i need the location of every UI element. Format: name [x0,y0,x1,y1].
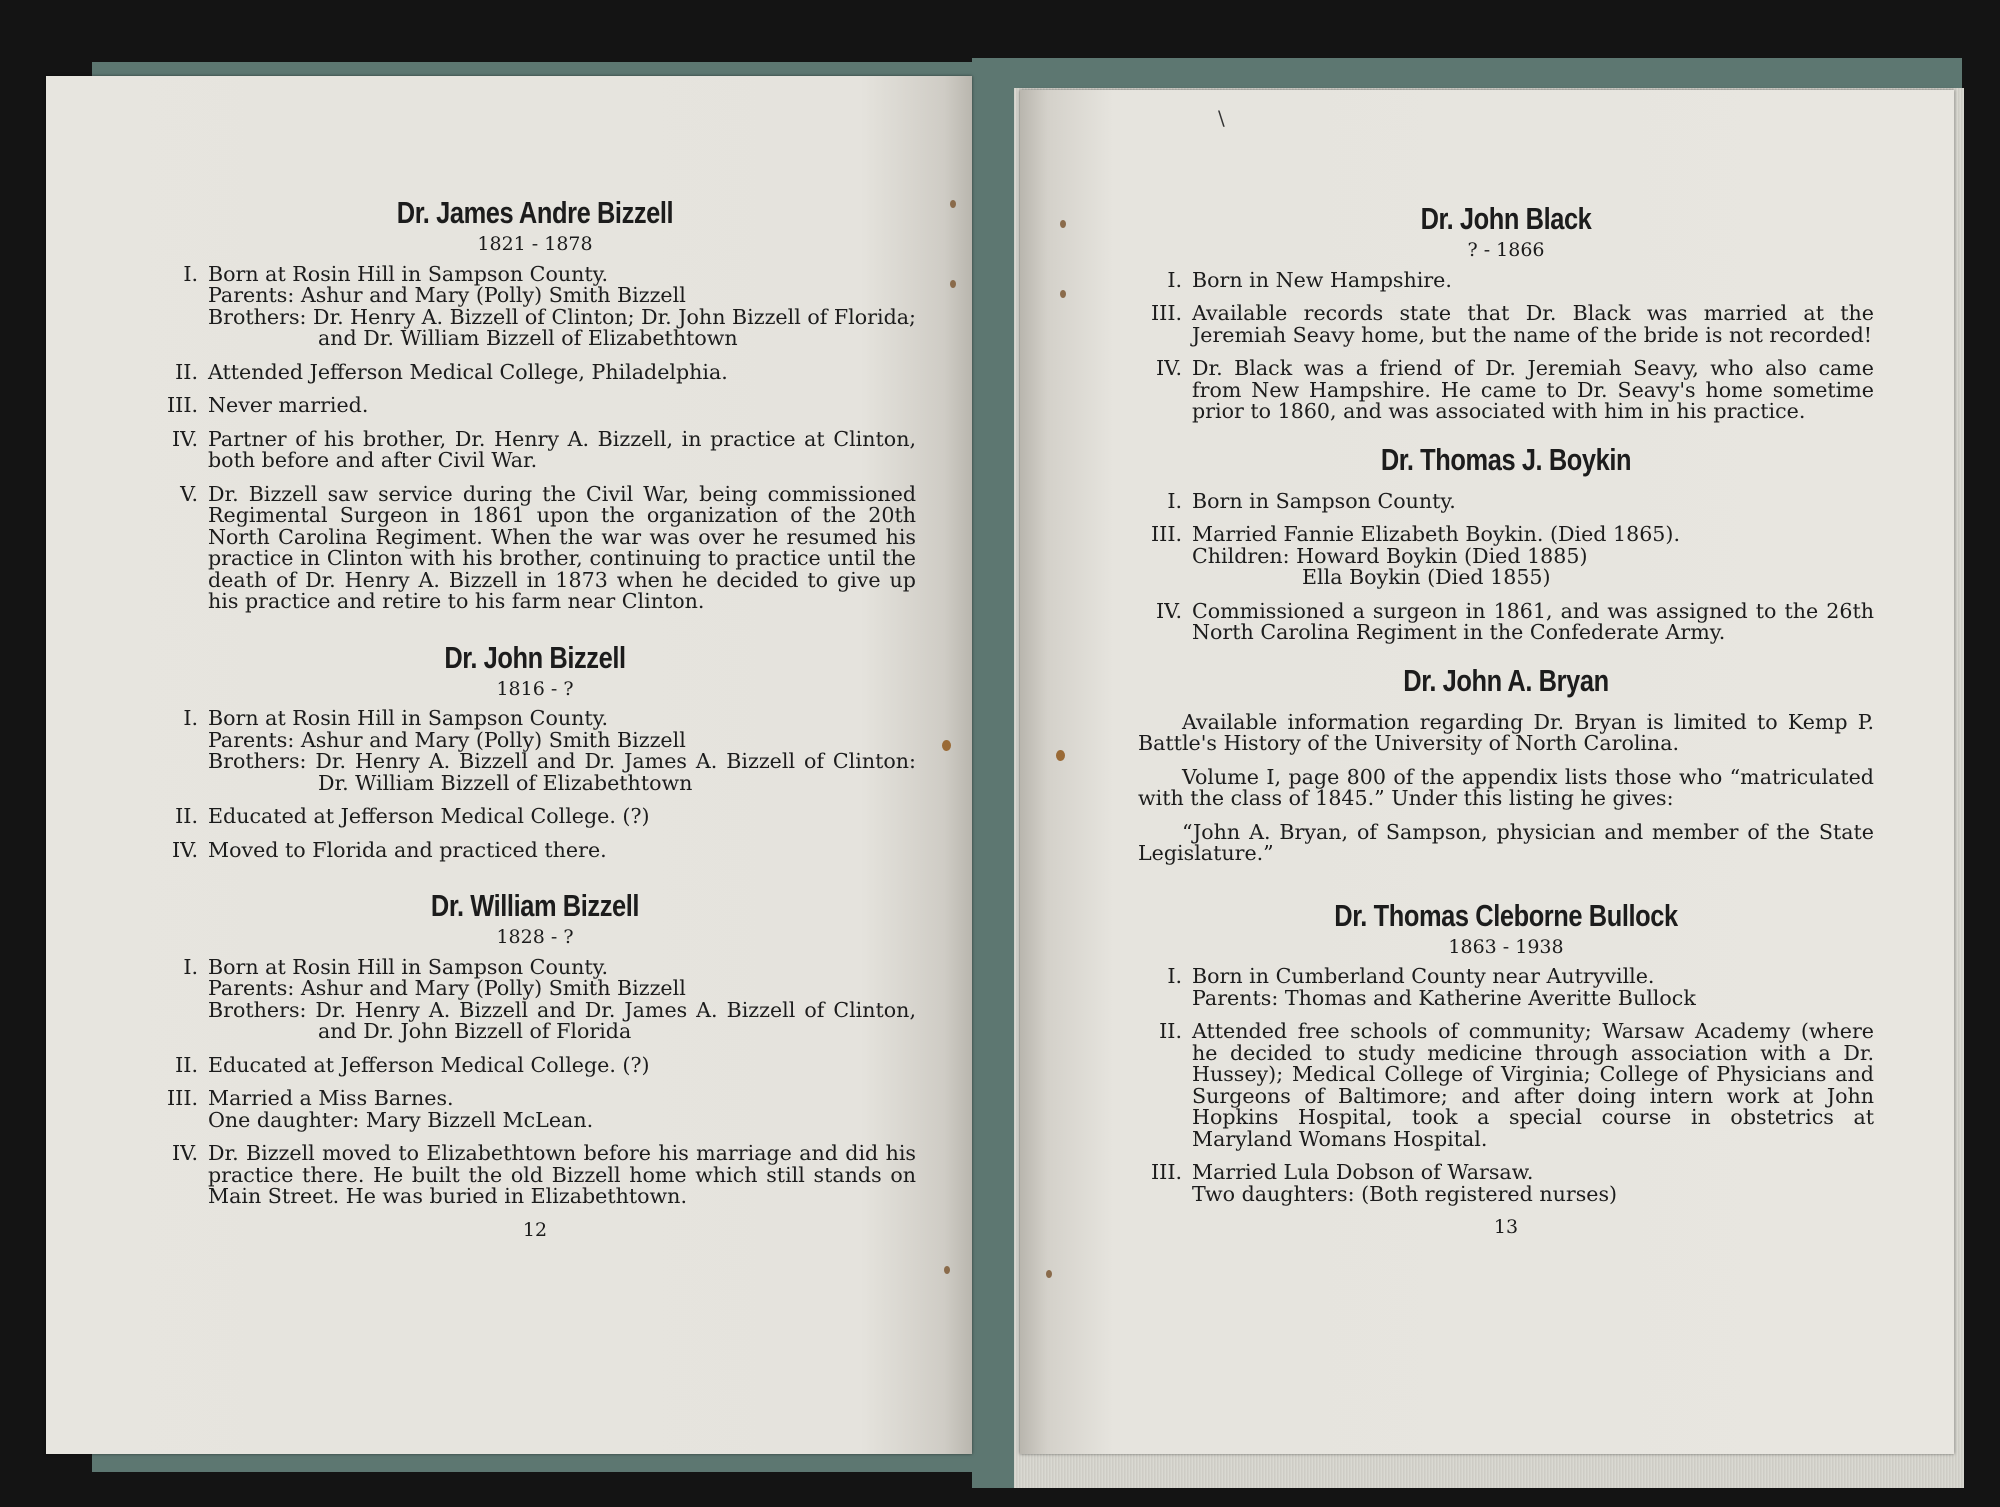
staple-hole [950,200,956,208]
entry-heading: Dr. Thomas J. Boykin [1380,441,1632,477]
staple-hole [1056,750,1065,761]
staple-hole [950,280,956,288]
staple-hole [944,1266,950,1274]
list-item: III. Never married. [167,393,369,417]
page-number: 13 [1493,1216,1519,1238]
left-page [46,76,972,1454]
list-item: I. Born in Cumberland County near Autryville. Parents: Thomas and Katherine Averitte Bullock [1167,964,1696,1010]
list-item: IV. Partner of his brother, Dr. Henry A. Bizzell, in practice at Clinton, both before and after Civil War. [172,426,916,472]
entry-heading: Dr. James Andre Bizzell [396,195,674,230]
list-item: IV. Dr. Black was a friend of Dr. Jeremiah Seavy, who also came from New Hampshire. He came to Dr. Seavy's home sometime prior to 1860, and was associated with him in his practice. [1156,356,1874,423]
list-item: IV. Commissioned a surgeon in 1861, and was assigned to the 26th North Carolina Regiment in the Confederate Army. [1156,598,1874,644]
stray-mark: \ [1218,106,1225,130]
staple-hole [1046,1270,1052,1278]
entry-heading: Dr. John Black [1420,201,1592,236]
entry-dates: ? - 1866 [1467,239,1545,261]
list-item: III. Married Lula Dobson of Warsaw. Two daughters: (Both registered nurses) [1151,1160,1618,1206]
list-item: V. Dr. Bizzell saw service during the Civil War, being commissioned Regimental Surgeon in 1861 upon the organization of the 20th North Carolina Regiment. When the war was over he resumed his practice in Clinton with his brother, continuing to practice until the death of Dr. Henry A. Bizzell in 1873 when he decided to give up his practice and retire to his farm near Clinton. [180,481,916,613]
entry-heading: Dr. John A. Bryan [1403,662,1609,698]
list-item: IV. Moved to Florida and practiced there. [172,837,607,862]
paragraph: Volume I, page 800 of the appendix lists those who “matriculated with the class of 1845.” Under this listing he gives: [1138,764,1874,810]
list-item: I. Born at Rosin Hill in Sampson County. Parents: Ashur and Mary (Polly) Smith Bizzell Brothers: Dr. Henry A. Bizzell and Dr. James A. Bizzell of Clinton: Dr. William Bizzell of Elizabethtown [183,706,916,795]
entry-heading: Dr. Thomas Cleborne Bullock [1334,897,1678,933]
entry-dates: 1816 - ? [496,677,574,700]
list-item: II. Educated at Jefferson Medical College. (?) [175,1052,650,1077]
list-item: I. Born at Rosin Hill in Sampson County. Parents: Ashur and Mary (Polly) Smith Bizzell Brothers: Dr. Henry A. Bizzell and Dr. James A. Bizzell of Clinton, and Dr. John Bizzell of Florida [183,954,916,1043]
right-page [1020,90,1954,1454]
list-item: I. Born at Rosin Hill in Sampson County. Parents: Ashur and Mary (Polly) Smith Bizzell Brothers: Dr. Henry A. Bizzell of Clinton; Dr. John Bizzell of Florida; and Dr. William Bizzell of Elizabethtown [183,261,916,350]
entry-dates: 1821 - 1878 [477,233,593,255]
list-item: II. Attended free schools of community; Warsaw Academy (where he decided to study medicine through association with a Dr. Hussey); Medical College of Virginia; College of Physicians and Surgeons of Baltimore; and after doing intern work at John Hopkins Hospital, took a special course in obstetrics at Maryland Womans Hospital. [1159,1019,1874,1151]
list-item: IV. Dr. Bizzell moved to Elizabethtown before his marriage and did his practice there. He built the old Bizzell home which still stands on Main Street. He was buried in Elizabethtown. [172,1141,916,1208]
list-item: III. Available records state that Dr. Black was married at the Jeremiah Seavy home, but the name of the bride is not recorded! [1151,301,1874,347]
staple-hole [1060,220,1066,228]
paragraph-quote: “John A. Bryan, of Sampson, physician and member of the State Legislature.” [1138,819,1874,865]
entry-dates: 1828 - ? [496,926,574,948]
entry-heading: Dr. William Bizzell [430,888,640,923]
list-item: II. Educated at Jefferson Medical College. (?) [175,804,650,828]
page-number: 12 [522,1218,548,1241]
list-item: II. Attended Jefferson Medical College, Philadelphia. [175,359,728,384]
left-page-text [154,194,916,1241]
list-item: I. Born in New Hampshire. [1167,267,1452,292]
list-item: III. Married Fannie Elizabeth Boykin. (Died 1865). Children: Howard Boykin (Died 1885) Ella Boykin (Died 1855) [1151,522,1680,589]
list-item: III. Married a Miss Barnes. One daughter: Mary Bizzell McLean. [167,1086,594,1132]
right-page-text [1138,200,1874,1239]
entry-heading: Dr. John Bizzell [444,639,626,675]
staple-hole [942,740,951,751]
paragraph: Available information regarding Dr. Bryan is limited to Kemp P. Battle's History of the University of North Carolina. [1138,709,1874,755]
list-item: I. Born in Sampson County. [1167,488,1456,513]
staple-hole [1060,290,1066,298]
entry-dates: 1863 - 1938 [1448,935,1564,958]
